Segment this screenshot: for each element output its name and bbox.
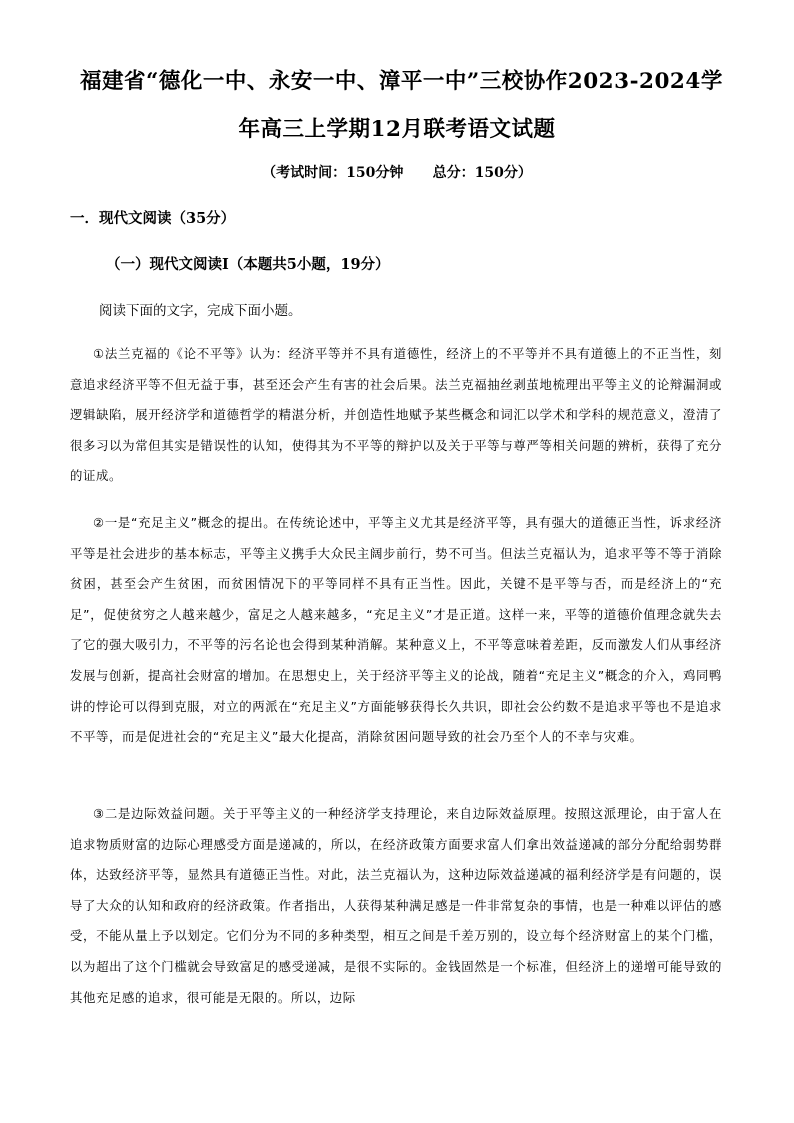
subsection-heading: （一）现代文阅读Ⅰ（本题共5小题，19分） (106, 256, 390, 273)
document-title-line-1: 福建省“德化一中、永安一中、漳平一中”三校协作2023-2024学 (80, 69, 723, 94)
document-title-line-2: 年高三上学期12月联考语文试题 (238, 117, 556, 142)
paragraph-3: ③二是边际效益问题。关于平等主义的一种经济学支持理论，来自边际效益原理。按照这派理论，由于富人在追求物质财富的边际心理感受方面是递减的，所以，在经济政策方面要求富人们拿出效益递减的部分分配给弱势群体，达致经济平等，显然具有道德正当性。对此，法兰克福认为，这种边际效益递减的福利经济学是有问题的，误导了大众的认知和政府的经济政策。作者指出，人获得某种满足感是一件非常复杂的事情，也是一种难以评估的感受，不能从量上予以划定。它们分为不同的多种类型，相互之间是千差万别的，设立每个经济财富上的某个门槛，以为超出了这个门槛就会导致富足的感受递减，是很不实际的。金钱固然是一个标准，但经济上的递增可能导致的其他充足感的追求，很可能是无限的。所以，边际 (70, 806, 722, 1005)
paragraph-1: ①法兰克福的《论不平等》认为：经济平等并不具有道德性，经济上的不平等并不具有道德上的不正当性，刻意追求经济平等不但无益于事，甚至还会产生有害的社会后果。法兰克福抽丝剥茧地梳理出平等主义的论辩漏洞或逻辑缺陷，展开经济学和道德哲学的精湛分析，并创造性地赋予某些概念和词汇以学术和学科的规范意义，澄清了很多习以为常但其实是错误性的认知，使得其为不平等的辩护以及关于平等与尊严等相关问题的辨析，获得了充分的证成。 (70, 346, 722, 484)
exam-info: （考试时间：150分钟 总分：150分） (262, 165, 532, 181)
reading-instruction: 阅读下面的文字，完成下面小题。 (99, 303, 302, 319)
paragraph-2: ②一是“充足主义”概念的提出。在传统论述中，平等主义尤其是经济平等，具有强大的道德正当性，诉求经济平等是社会进步的基本标志，平等主义携手大众民主阔步前行，势不可当。但法兰克福认为，追求平等不等于消除贫困，甚至会产生贫困，而贫困情况下的平等同样不具有正当性。因此，关键不是平等与否，而是经济上的“充足”，促使贫穷之人越来越少，富足之人越来越多，“充足主义”才是正道。这样一来，平等的道德价值理念就失去了它的强大吸引力，不平等的污名论也会得到某种消解。某种意义上，不平等意味着差距，反而激发人们从事经济发展与创新，提高社会财富的增加。在思想史上，关于经济平等主义的论战，随着“充足主义”概念的介入，鸡同鸭讲的悖论可以得到克服，对立的两派在“充足主义”方面能够获得长久共识，即社会公约数不是追求平等也不是追求不平等，而是促进社会的“充足主义”最大化提高，消除贫困问题导致的社会乃至个人的不幸与灾难。 (70, 515, 722, 745)
section-heading: 一．现代文阅读（35分） (70, 210, 236, 227)
